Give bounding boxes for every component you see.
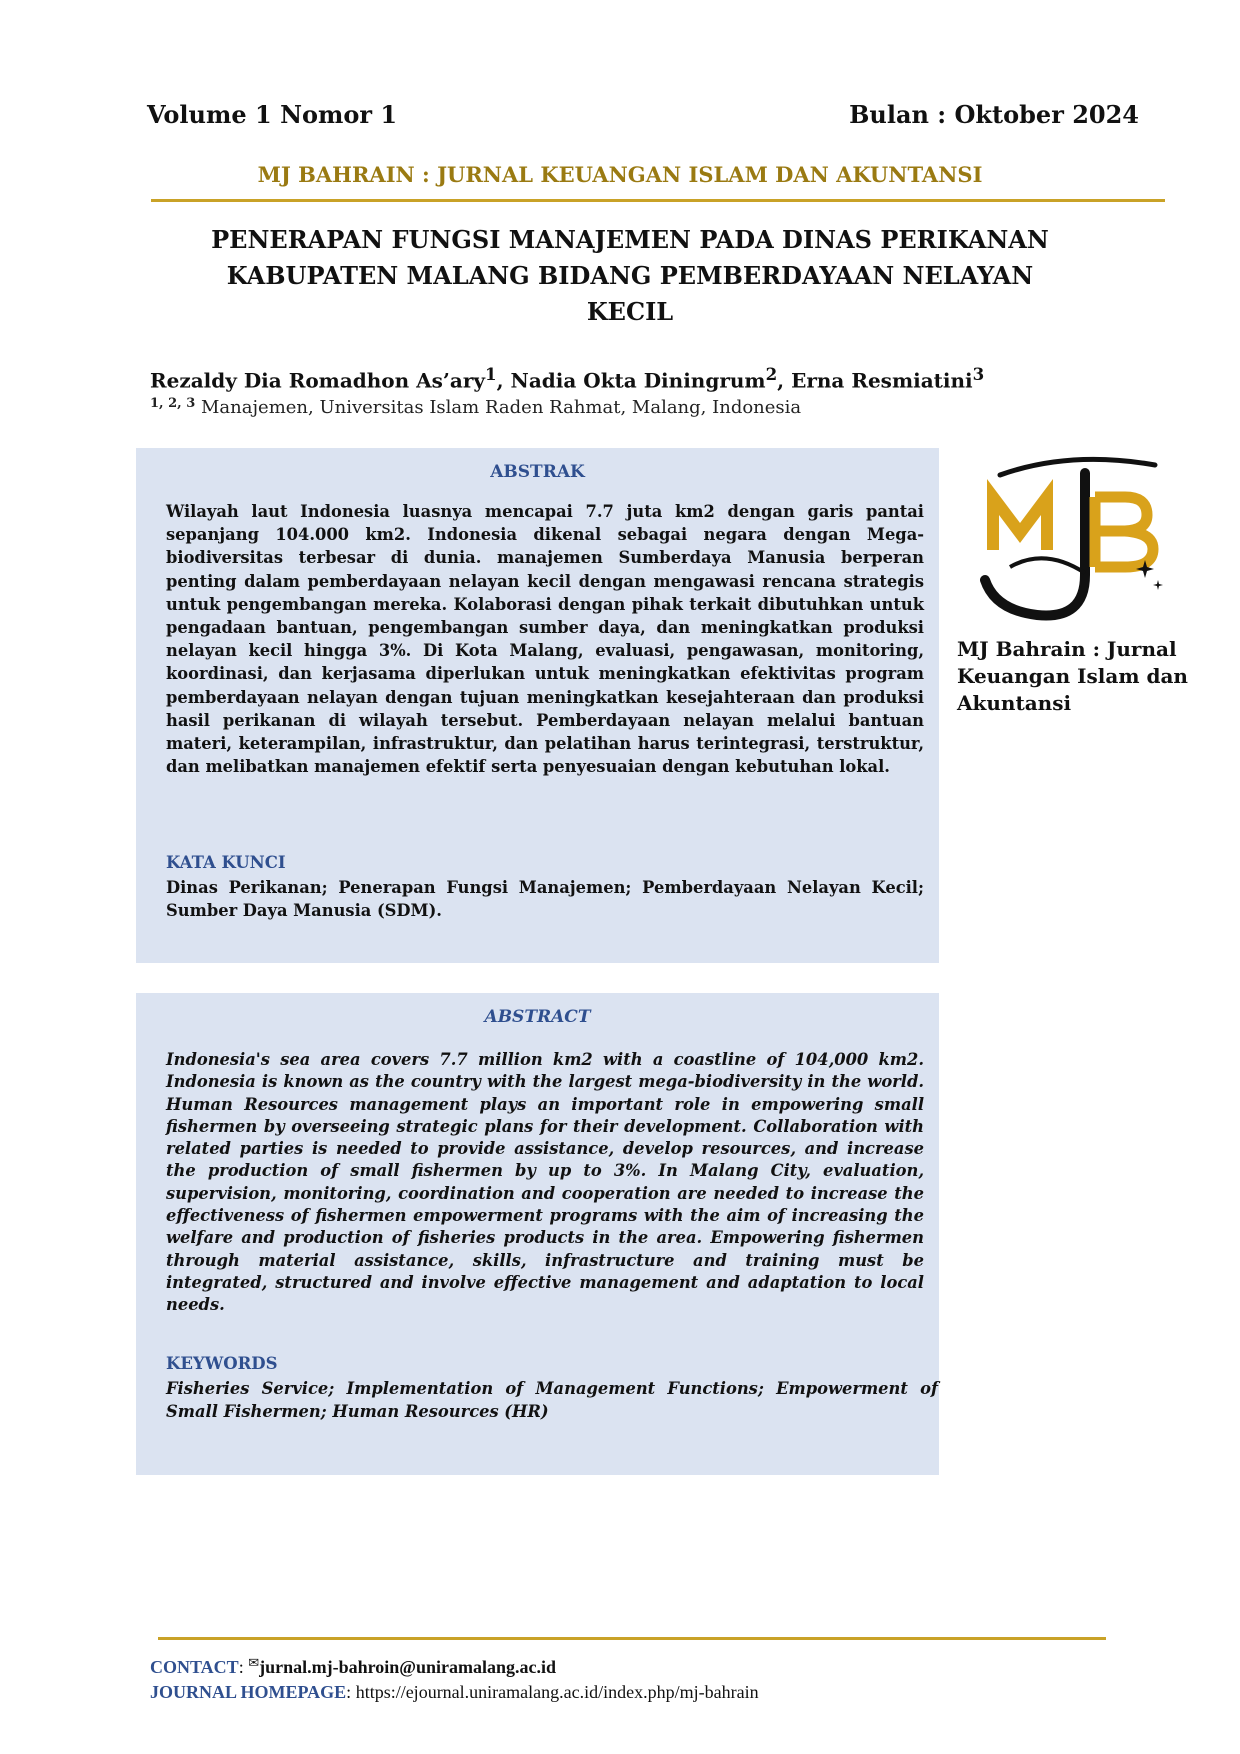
- homepage-colon: :: [346, 1682, 356, 1702]
- homepage-line: [150, 1682, 759, 1703]
- kata-kunci-text: Dinas Perikanan; Penerapan Fungsi Manajemen; Pemberdayaan Nelayan Kecil; Sumber Daya Manusia (SDM).: [166, 878, 924, 920]
- paper-title: [150, 222, 1110, 330]
- author-affiliation-mark: 1: [485, 364, 497, 384]
- affiliation: [150, 396, 801, 418]
- publication-month: Bulan : Oktober 2024: [849, 100, 1139, 129]
- footer-divider: [158, 1637, 1106, 1640]
- abstract-heading: ABSTRACT: [484, 1007, 591, 1027]
- contact-label: CONTACT: [150, 1657, 239, 1677]
- journal-logo: [975, 455, 1165, 625]
- abstract-box: [136, 993, 939, 1475]
- sidebar-journal-name: MJ Bahrain : Jurnal Keuangan Islam dan Akuntansi: [957, 637, 1188, 715]
- contact-email[interactable]: jurnal.mj-bahroin@uniramalang.ac.id: [259, 1657, 557, 1677]
- keywords-heading: KEYWORDS: [166, 1354, 278, 1373]
- keywords-text: Fisheries Service; Implementation of Management Functions; Empowerment of Small Fishermen; Human Resources (HR): [166, 1379, 938, 1421]
- header-divider: [151, 199, 1165, 202]
- journal-title: MJ BAHRAIN : JURNAL KEUANGAN ISLAM DAN AKUNTANSI: [257, 162, 983, 187]
- contact-colon: :: [238, 1657, 249, 1677]
- author-name: Nadia Okta Diningrum: [510, 368, 766, 393]
- kata-kunci-heading: KATA KUNCI: [166, 853, 286, 872]
- contact-line: [150, 1655, 556, 1678]
- homepage-label: JOURNAL HOMEPAGE: [150, 1682, 347, 1702]
- author-separator: ,: [777, 368, 792, 393]
- author-name: Erna Resmiatini: [791, 368, 973, 393]
- affiliation-text: Manajemen, Universitas Islam Raden Rahmat, Malang, Indonesia: [200, 397, 802, 418]
- author-name: Rezaldy Dia Romadhon As’ary: [150, 368, 485, 393]
- paper-title-line: KABUPATEN MALANG BIDANG PEMBERDAYAAN NELAYAN: [226, 261, 1034, 290]
- author-affiliation-mark: 3: [972, 364, 985, 384]
- abstract-body: Indonesia's sea area covers 7.7 million km2 with a coastline of 104,000 km2. Indonesia is known as the country with the largest mega-biodiversity in the world. Human Resources management plays an important role in empowering small fishermen by overseeing strategic plans for their development. Collaboration with related parties is needed to provide assistance, develop resources, and increase the production of small fishermen by up to 3%. In Malang City, evaluation, supervision, monitoring, coordination and cooperation are needed to increase the effectiveness of fishermen empowerment programs with the aim of increasing the welfare and production of fisheries products in the area. Empowering fishermen through material assistance, skills, infrastructure and training must be integrated, structured and involve effective management and adaptation to local needs.: [166, 1050, 924, 1315]
- affiliation-marks: 1, 2, 3: [150, 396, 196, 411]
- abstrak-box: [136, 448, 939, 963]
- abstrak-heading: ABSTRAK: [490, 462, 585, 482]
- mail-icon: ✉: [248, 1655, 260, 1670]
- volume-number: Volume 1 Nomor 1: [147, 100, 398, 129]
- author-affiliation-mark: 2: [765, 364, 778, 384]
- abstrak-body: Wilayah laut Indonesia luasnya mencapai 7.7 juta km2 dengan garis pantai sepanjang 104.000 km2. Indonesia dikenal sebagai negara dengan Mega-biodiversitas terbesar di dunia. manajemen Sumberdaya Manusia berperan penting dalam pemberdayaan nelayan kecil dengan mengawasi rencana strategis untuk pengembangan mereka. Kolaborasi dengan pihak terkait dibutuhkan untuk pengadaan bantuan, pengembangan sumber daya, dan meningkatkan produksi nelayan kecil hingga 3%. Di Kota Malang, evaluasi, pengawasan, monitoring, koordinasi, dan kerjasama diperlukan untuk meningkatkan efektivitas program pemberdayaan nelayan dengan tujuan meningkatkan kesejahteraan dan produksi hasil perikanan di wilayah tersebut. Pemberdayaan nelayan melalui bantuan materi, keterampilan, infrastruktur, dan pelatihan harus terintegrasi, terstruktur, dan melibatkan manajemen efektif serta penyesuaian dengan kebutuhan lokal.: [166, 502, 924, 777]
- paper-title-line: PENERAPAN FUNGSI MANAJEMEN PADA DINAS PERIKANAN: [211, 225, 1049, 254]
- author-list: [150, 364, 984, 393]
- author-separator: ,: [496, 368, 511, 393]
- paper-title-line: KECIL: [586, 297, 674, 326]
- homepage-url[interactable]: https://ejournal.uniramalang.ac.id/index.php/mj-bahrain: [355, 1682, 759, 1702]
